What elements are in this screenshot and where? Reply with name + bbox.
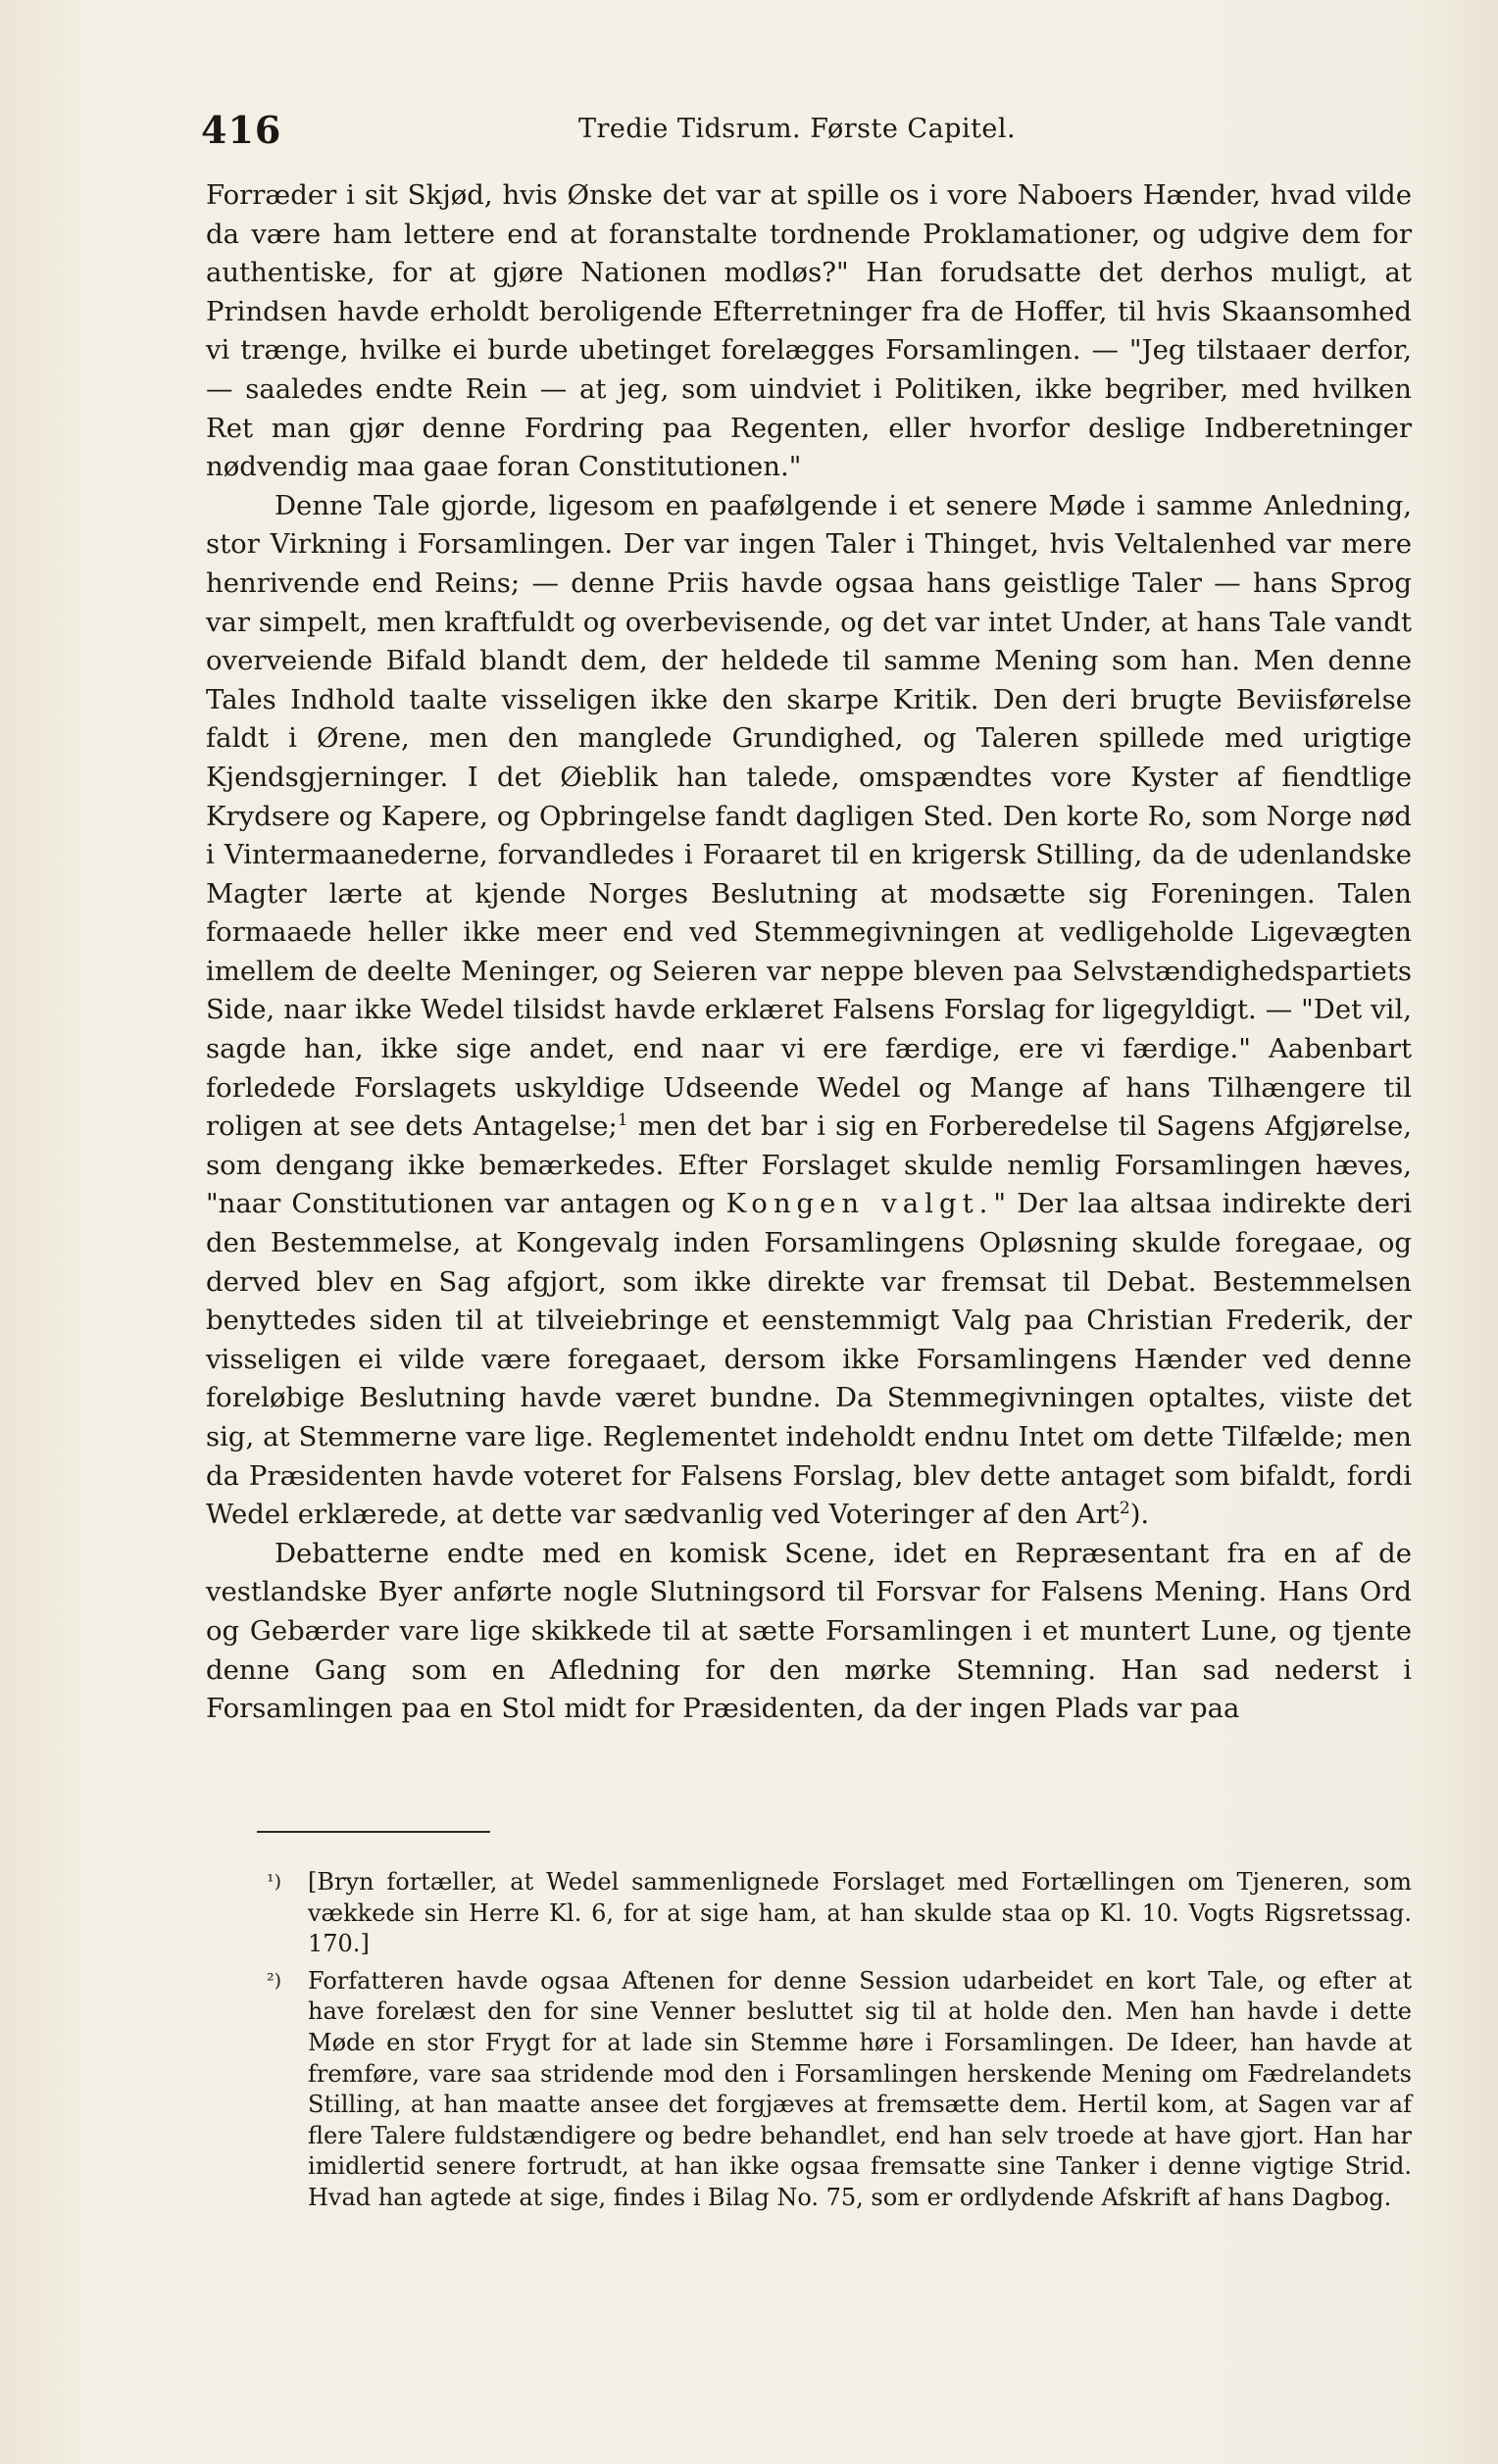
footnote-2 xyxy=(257,1966,1412,2214)
footnotes xyxy=(257,1867,1412,2220)
paragraph-text: Debatterne endte med en komisk Scene, idet en Repræsentant fra en af de vestlandske Byer anførte nogle Slutningsord til Forsvar for Falsens Mening. Hans Ord og Gebærder vare lige skikkede til at sætte Forsamlingen i et muntert Lune, og tjente denne Gang som en Afledning for den mørke Stemning. Han sad nederst i Forsamlingen paa en Stol midt for Præsidenten, da der ingen Plads var paa xyxy=(206,1537,1412,1725)
footnote-text: [Bryn fortæller, at Wedel sammenlignede Forslaget med Fortællingen om Tjeneren, som vækkede sin Herre Kl. 6, for at sige ham, at han skulde staa op Kl. 10. Vogts Rigsretssag. 170.] xyxy=(308,1868,1412,1958)
paragraph-text: ). xyxy=(1129,1499,1150,1531)
footnote-text: Forfatteren havde ogsaa Aftenen for denne Session udarbeidet en kort Tale, og efter at have forelæst den for sine Venner besluttet sig til at holde den. Men han havde i dette Møde en stor Frygt for at lade sin Stemme høre i Forsamlingen. De Ideer, han havde at fremføre, vare saa stridende mod den i Forsamlingen herskende Mening om Fædrelandets Stilling, at han maatte ansee det forgjæves at fremsætte dem. Hertil kom, at Sagen var af flere Talere fuldstændigere og bedre behandlet, end han selv troede at have gjort. Han har imidlertid senere fortrudt, at han ikke ogsaa fremsatte sine Tanker i denne vigtige Strid. Hvad han agtede at sige, findes i Bilag No. 75, som er ordlydende Afskrift af hans Dagbog. xyxy=(308,1966,1412,2211)
footnote-mark: ¹) xyxy=(267,1871,282,1893)
footnote-ref-2: 2 xyxy=(1119,1499,1130,1519)
paragraph-1 xyxy=(206,176,1412,487)
spaced-emphasis: Kongen valgt. xyxy=(725,1188,994,1220)
footnote-divider xyxy=(257,1831,490,1833)
paragraph-3 xyxy=(206,1535,1412,1729)
footnote-ref-1: 1 xyxy=(617,1110,628,1131)
paragraph-text: men det bar i sig en Forberedelse til Sagens Afgjørelse, som dengang ikke bemærkedes. Efter Forslaget skulde nemlig Forsamlingen hæves, "naar Constitutionen var antagen og xyxy=(206,1110,1412,1220)
body-text xyxy=(206,176,1412,1729)
paragraph-2 xyxy=(206,487,1412,1535)
paragraph-text: Denne Tale gjorde, ligesom en paafølgende i et senere Møde i samme Anledning, stor Virkning i Forsamlingen. Der var ingen Taler i Thinget, hvis Veltalenhed var mere henrivende end Reins; — denne Priis havde ogsaa hans geistlige Taler — hans Sprog var simpelt, men kraftfuldt og overbevisende, og det var intet Under, at hans Tale vandt overveiende Bifald blandt dem, der heldede til samme Mening som han. Men denne Tales Indhold taalte visseligen ikke den skarpe Kritik. Den deri brugte Beviisførelse faldt i Ørene, men den manglede Grundighed, og Taleren spillede med urigtige Kjendsgjerninger. I det Øieblik han talede, omspændtes vore Kyster af fiendtlige Krydsere og Kapere, og Opbringelse fandt dagligen Sted. Den korte Ro, som Norge nød i Vintermaanederne, forvandledes i Foraaret til en krigersk Stilling, da de udenlandske Magter lærte at kjende Norges Beslutning at modsætte sig Foreningen. Talen formaaede heller ikke meer end ved Stemmegivningen at vedligeholde Ligevægten imellem de deelte Meninger, og Seieren var neppe bleven paa Selvstændighedspartiets Side, naar ikke Wedel tilsidst havde erklæret Falsens Forslag for ligegyldigt. — "Det vil, sagde han, ikke sige andet, end naar vi ere færdige, ere vi færdige." Aabenbart forledede Forslagets uskyldige Udseende Wedel og Mange af hans Tilhængere til roligen at see dets Antagelse; xyxy=(206,489,1412,1143)
paragraph-text: " Der laa altsaa indirekte deri den Bestemmelse, at Kongevalg inden Forsamlingens Opløsning skulde foregaae, og derved blev en Sag afgjort, som ikke direkte var fremsat til Debat. Bestemmelsen benyttedes siden til at tilveiebringe et eenstemmigt Valg paa Christian Frederik, der visseligen ei vilde være foregaaet, dersom ikke Forsamlingens Hænder ved denne foreløbige Beslutning havde været bundne. Da Stemmegivningen optaltes, viiste det sig, at Stemmerne vare lige. Reglementet indeholdt endnu Intet om dette Tilfælde; men da Præsidenten havde voteret for Falsens Forslag, blev dette antaget som bifaldt, fordi Wedel erklærede, at dette var sædvanlig ved Voteringer af den Art xyxy=(206,1188,1412,1531)
running-head: Tredie Tidsrum. Første Capitel. xyxy=(578,114,1017,144)
page-header xyxy=(201,102,1412,161)
footnote-mark: ²) xyxy=(267,1969,282,1992)
page-number: 416 xyxy=(201,108,282,152)
paragraph-text: Forræder i sit Skjød, hvis Ønske det var at spille os i vore Naboers Hænder, hvad vilde da være ham lettere end at foranstalte tordnende Proklamationer, og udgive dem for authentiske, for at gjøre Nationen modløs?" Han forudsatte det derhos muligt, at Prindsen havde erholdt beroligende Efterretninger fra de Hoffer, til hvis Skaansomhed vi trænge, hvilke ei burde ubetinget forelægges Forsamlingen. — "Jeg tilstaaer derfor, — saaledes endte Rein — at jeg, som uindviet i Politiken, ikke begriber, med hvilken Ret man gjør denne Fordring paa Regenten, eller hvorfor deslige Indberetninger nødvendig maa gaae foran Constitutionen." xyxy=(206,179,1412,483)
footnote-1 xyxy=(257,1867,1412,1960)
